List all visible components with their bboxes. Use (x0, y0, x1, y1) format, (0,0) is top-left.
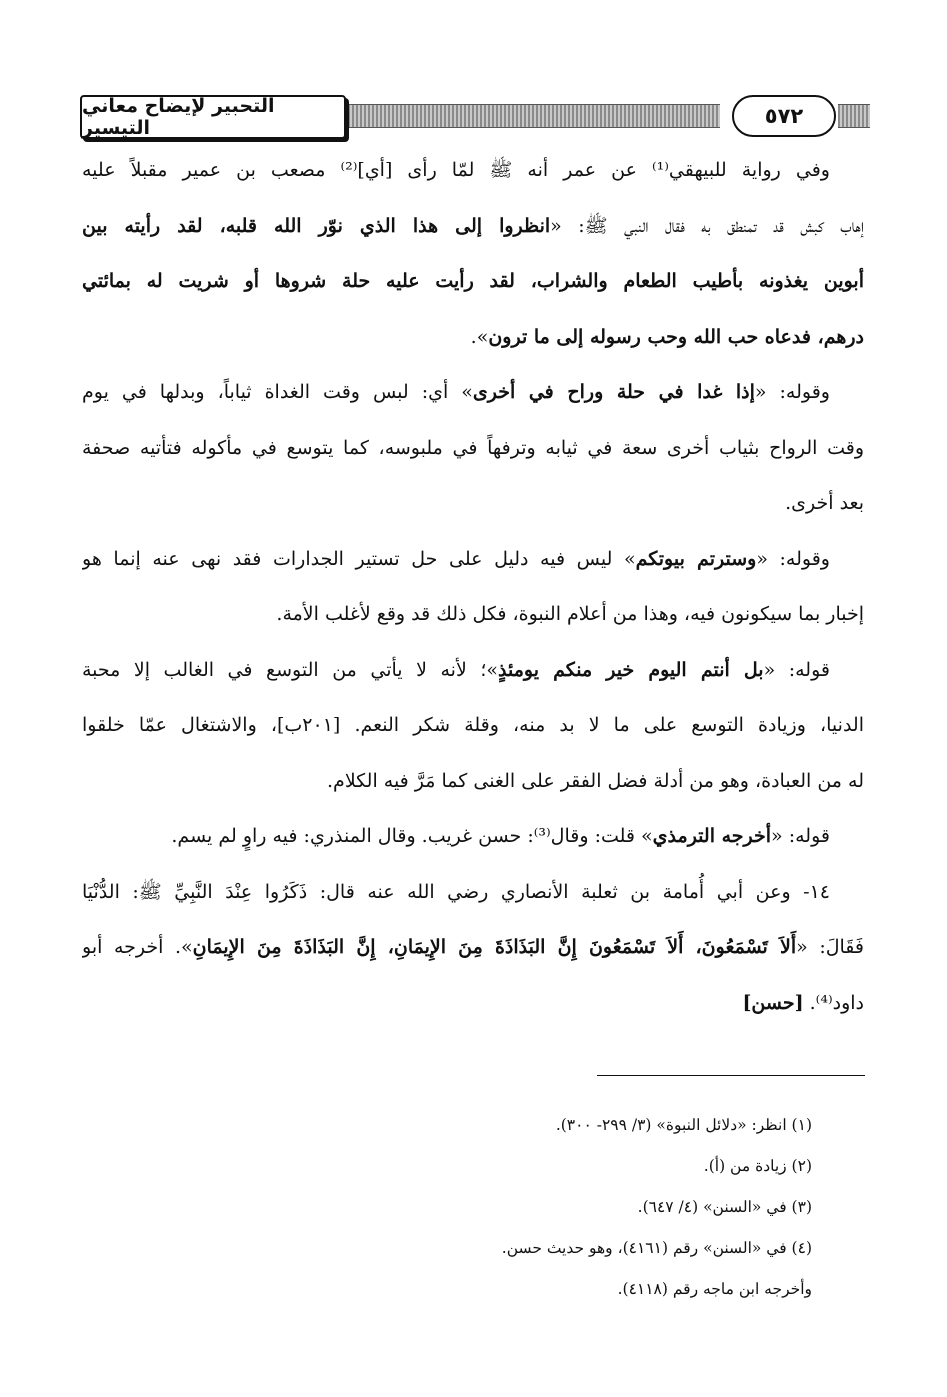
footnote: (١) انظر: «دلائل النبوة» (٣/ ٢٩٩- ٣٠٠). (555, 1116, 812, 1134)
footnote: (٤) في «السنن» رقم (٤١٦١)، وهو حديث حسن. (501, 1239, 812, 1257)
footnote: (٣) في «السنن» (٤/ ٦٤٧). (637, 1198, 812, 1216)
text-line: فَقَالَ: «أَلاَ تَسْمَعُونَ، أَلاَ تَسْمَعُونَ إِنَّ البَذَاذَةَ مِنَ الإِيمَانِ، إِنَّ البَذَاذَةَ مِنَ الإِيمَانِ». أخرجه أبو (82, 936, 864, 958)
text-line: داود⁽⁴⁾. [حسن] (742, 991, 864, 1014)
text-line: الدنيا، وزيادة التوسع على ما لا بد منه، وقلة شكر النعم. [٢٠١ب]، والاشتغال عمّا خلقوا (82, 714, 864, 736)
book-title: التحبير لإيضاح معاني التيسير (80, 95, 346, 139)
text-line: بعد أخرى. (785, 492, 864, 514)
text-line: قوله: «أخرجه الترمذي» قلت: وقال⁽³⁾: حسن غريب. وقال المنذري: فيه راوٍ لم يسم. (171, 825, 830, 847)
text-line: وقوله: «وسترتم بيوتكم» ليس فيه دليل على حل تستير الجدارات فقد نهى عنه إنما هو (82, 547, 830, 570)
main-text (82, 143, 864, 1031)
text-line: درهم، فدعاه حب الله وحب رسوله إلى ما ترون». (470, 325, 864, 348)
grade-label: [حسن] (742, 991, 804, 1014)
hadith-number-line: ١٤- وعن أبي أُمامة بن ثعلبة الأنصاري رضي الله عنه قال: ذَكَرُوا عِنْدَ النَّبِيِّ ﷺ: الدُّنْيَا (82, 880, 830, 903)
text-line: أبوين يغذونه بأطيب الطعام والشراب، لقد رأيت عليه حلة شروها أو شريت له بمائتي (82, 270, 864, 292)
text-line: وقت الرواح بثياب أخرى سعة في ثيابه وترفهاً في ملبوسه، كما يتوسع في مأكوله فتأتيه صحفة (82, 436, 864, 459)
text-line: وقوله: «إذا غدا في حلة وراح في أخرى» أي: لبس وقت الغداة ثياباً، وبدلها في يوم (82, 381, 830, 403)
text-line: إخبار بما سيكونون فيه، وهذا من أعلام النبوة، فكل ذلك قد وقع لأغلب الأمة. (276, 603, 864, 625)
text-line: له من العبادة، وهو من أدلة فضل الفقر على الغنى كما مَرَّ فيه الكلام. (327, 769, 864, 792)
header-decorative-band-right (838, 104, 870, 128)
footnote-divider (597, 1075, 865, 1076)
footnotes (82, 1105, 864, 1310)
footnote: (٢) زيادة من (أ). (703, 1157, 812, 1175)
text-line: قوله: «بل أنتم اليوم خير منكم يومئذٍ»؛ لأنه لا يأتي من التوسع في الغالب إلا محبة (82, 658, 830, 681)
page-header (80, 95, 870, 141)
text-line: إهاب كبش قد تمنطق به فقال النبي ﷺ: «انظروا إلى هذا الذي نوّر الله قلبه، لقد رأيته بين (82, 214, 864, 237)
header-decorative-band (320, 104, 720, 128)
text-line: وفي رواية للبيهقي⁽¹⁾ عن عمر أنه ﷺ لمّا رأى [أي]⁽²⁾ مصعب بن عمير مقبلاً عليه (82, 159, 830, 181)
page-number: ٥٧٢ (732, 95, 836, 137)
footnote: وأخرجه ابن ماجه رقم (٤١١٨). (617, 1280, 812, 1298)
